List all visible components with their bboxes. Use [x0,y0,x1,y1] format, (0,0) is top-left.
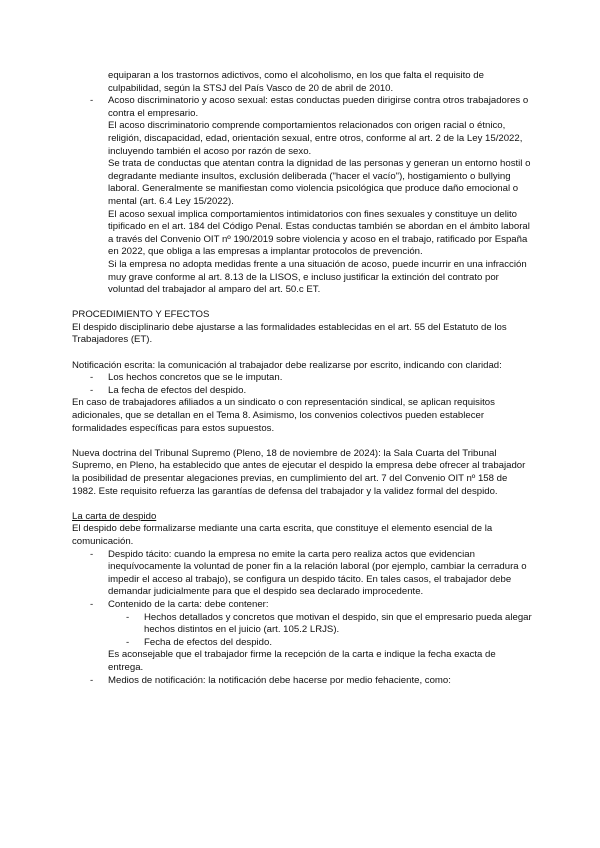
list-item-text: Despido tácito: cuando la empresa no emite la carta pero realiza actos que evidencian inequívocamente la voluntad de poner fin a la relación laboral (por ejemplo, cambiar la cerradura o impedir el acceso al trabajo), se configura un despido tácito. En tales casos, el trabajador debe demandar judicialmente para que el despido sea declarado improcedente. [108,548,527,598]
section-heading: PROCEDIMIENTO Y EFECTOS [72,309,210,321]
paragraph-aconsejable: Es aconsejable que el trabajador firme la recepción de la carta e indique la fecha exacta de entrega. [108,649,496,673]
list-item-fecha [72,385,532,398]
list-item-text: Hechos detallados y concretos que motivan el despido, sin que el empresario pueda alegar hechos distintos en el juicio (art. 105.2 LRJS). [144,611,532,636]
list-item-text: Contenido de la carta: debe contener: [108,598,269,610]
paragraph-tribunal-supremo: Nueva doctrina del Tribunal Supremo (Pleno, 18 de noviembre de 2024): la Sala Cuarta del Tribunal Supremo, en Pleno, ha establecido que antes de ejecutar el despido la empresa debe ofrecer al trabajador la posibilidad de presentar alegaciones previas, en cumplimiento del art. 7 del Convenio OIT nº 158 de 1982. Este requisito refuerza las garantías de defensa del trabajador y la validez formal del despido. [72,447,526,497]
bullet: - [90,598,94,610]
paragraph-acoso-discriminatorio: El acoso discriminatorio comprende comportamientos relacionados con origen racial o étnico, religión, discapacidad, edad, orientación sexual, entre otros, conforme al art. 2 de la Ley 15/2022, incluyendo también el acoso por razón de sexo. [108,120,523,157]
bullet: - [126,636,130,648]
list-item-text: Medios de notificación: la notificación debe hacerse por medio fehaciente, como: [108,674,451,686]
paragraph-sindicato: En caso de trabajadores afiliados a un sindicato o con representación sindical, se aplican requisitos adicionales, que se detallan en el Tema 8. Asimismo, los convenios colectivos pueden establecer formalidades específicas para estos supuestos. [72,397,495,434]
subsection-heading: La carta de despido [72,510,157,522]
paragraph-alcoholismo: equiparan a los trastornos adictivos, como el alcoholismo, en los que falta el requisito de culpabilidad, según la STSJ del País Vasco de 20 de abril de 2010. [108,70,484,94]
paragraph-notificacion: Notificación escrita: la comunicación al trabajador debe realizarse por escrito, indicando con claridad: [72,359,502,371]
list-item-despido-tacito [72,549,532,599]
paragraph-despido-disciplinario: El despido disciplinario debe ajustarse a las formalidades establecidas en el art. 55 del Estatuto de los Trabajadores (ET). [72,321,507,346]
bullet: - [90,674,94,686]
spacer [72,435,532,448]
list-item-hechos [72,372,532,385]
bullet: - [90,372,94,384]
paragraph-dignidad: Se trata de conductas que atentan contra la dignidad de las personas y generan un entorno hostil o degradante mediante insultos, exclusión deliberada ("hacer el vacío"), hostigamiento o bullying laboral. Generalmente se manifiestan como violencia psicológica que produce daño emocional o mental (art. 6.4 Ley 15/2022). [108,158,531,207]
bullet: - [90,384,94,396]
list-item-text: La fecha de efectos del despido. [108,384,247,396]
sublist-item-fecha-efectos [72,637,532,650]
list-item-acoso [72,95,532,120]
list-item-text: Los hechos concretos que se le imputan. [108,372,283,384]
list-item-text: Acoso discriminatorio y acoso sexual: estas conductas pueden dirigirse contra otros trabajadores o contra el empresario. [108,95,529,119]
bullet: - [90,548,94,560]
spacer [72,347,532,360]
paragraph-lisos: Si la empresa no adopta medidas frente a una situación de acoso, puede incurrir en una infracción muy grave conforme al art. 8.13 de la LISOS, e incluso justificar la extinción del contrato por voluntad del trabajador al amparo del art. 50.c ET. [108,258,527,296]
bullet: - [90,95,94,107]
sublist-item-hechos-detallados [72,612,532,637]
paragraph-carta: El despido debe formalizarse mediante una carta escrita, que constituye el elemento esencial de la comunicación. [72,523,493,547]
bullet: - [126,611,130,623]
spacer [72,498,532,511]
spacer [72,297,532,310]
list-item-text: Fecha de efectos del despido. [144,636,273,648]
document-body [72,70,532,687]
paragraph-acoso-sexual: El acoso sexual implica comportamientos intimidatorios con fines sexuales y constituye un delito tipificado en el art. 184 del Código Penal. Estas conductas también se abordan en el ámbito laboral a través del Convenio OIT nº 190/2019 sobre violencia y acoso en el trabajo, ratificado por España en 2022, que obliga a las empresas a implantar protocolos de prevención. [108,208,530,258]
list-item-medios [72,675,532,688]
list-item-contenido [72,599,532,612]
